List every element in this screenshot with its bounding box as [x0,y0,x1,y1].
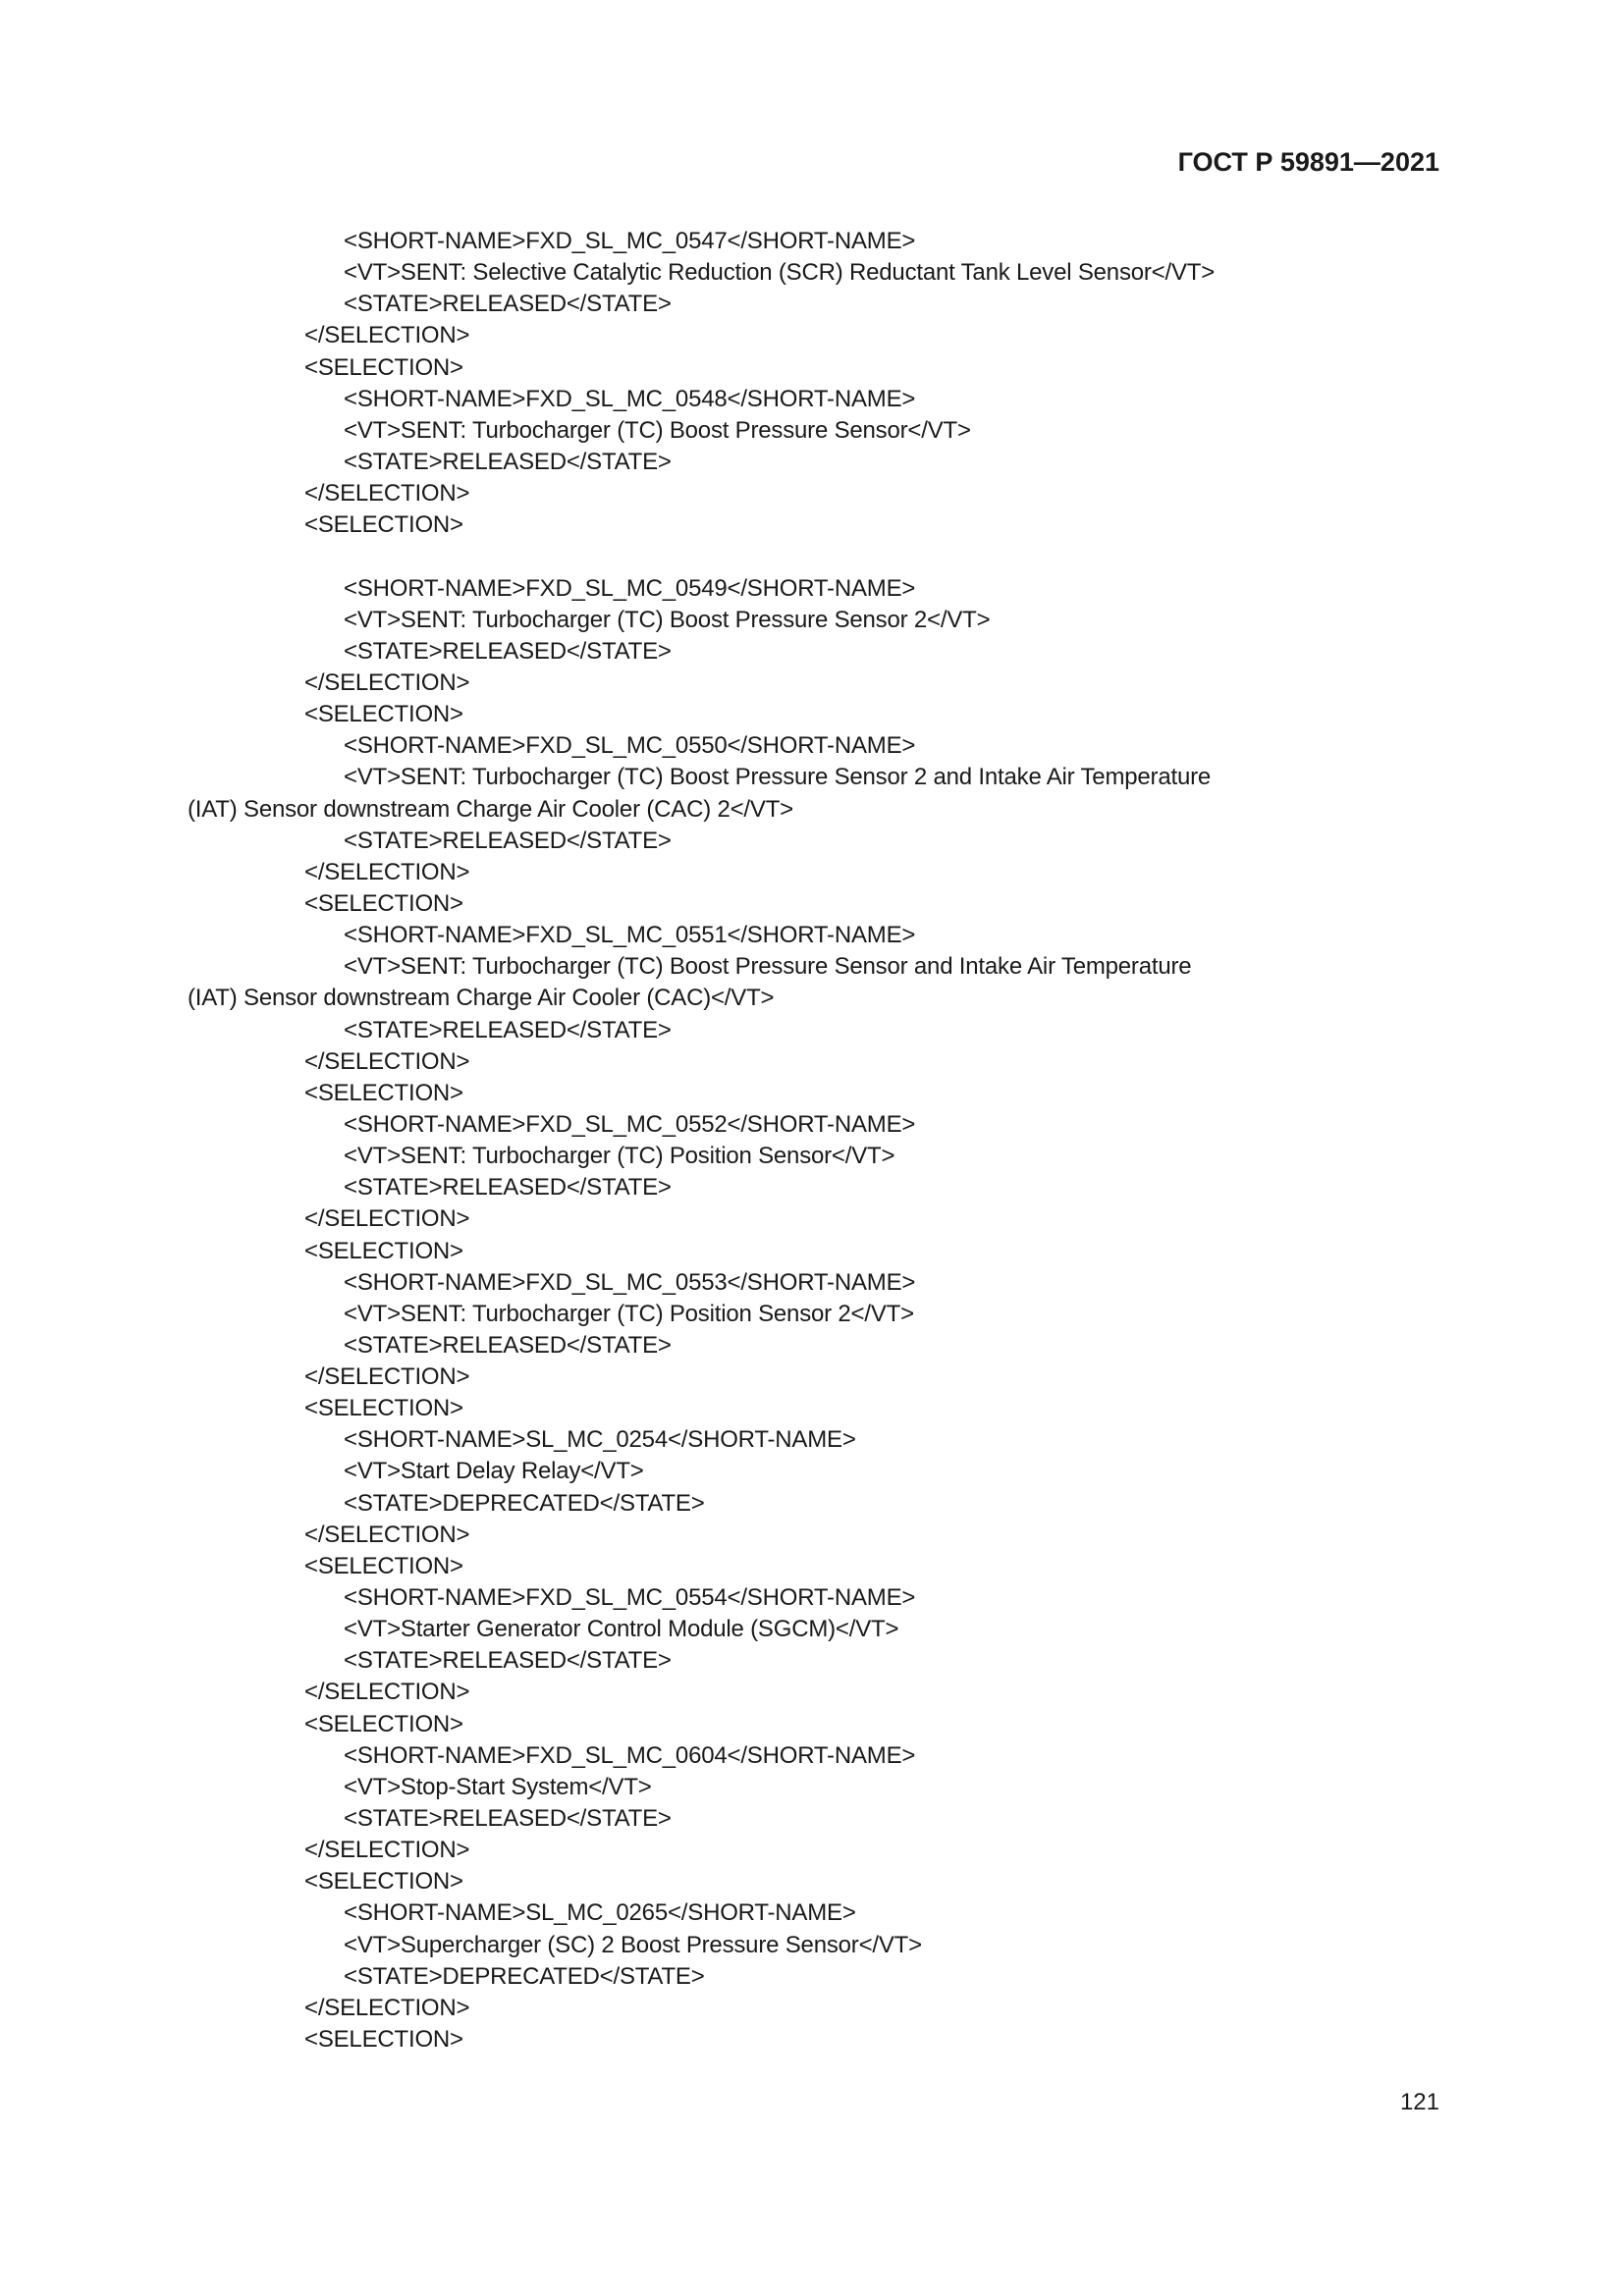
code-line: <STATE>RELEASED</STATE> [344,827,672,854]
code-line: </SELECTION> [304,1363,470,1391]
code-line: <STATE>RELEASED</STATE> [344,637,672,665]
code-line: <SHORT-NAME>FXD_SL_MC_0551</SHORT-NAME> [344,922,916,949]
code-line: </SELECTION> [304,1047,470,1075]
code-line: <SELECTION> [304,1395,463,1422]
code-line: </SELECTION> [304,668,470,696]
code-line: <SHORT-NAME>FXD_SL_MC_0554</SHORT-NAME> [344,1584,916,1612]
code-line: <SELECTION> [304,1237,463,1264]
page-number: 121 [1399,2089,1439,2115]
code-line: <SELECTION> [304,1710,463,1737]
code-line: <SHORT-NAME>FXD_SL_MC_0550</SHORT-NAME> [344,732,916,760]
code-line: <VT>SENT: Selective Catalytic Reduction (SCR) Reductant Tank Level Sensor</VT> [344,259,1216,287]
code-line: </SELECTION> [304,1679,470,1706]
code-line: <SHORT-NAME>SL_MC_0265</SHORT-NAME> [344,1899,856,1927]
code-line: <STATE>RELEASED</STATE> [344,448,672,475]
code-line: </SELECTION> [304,322,470,349]
document-header: ГОСТ Р 59891—2021 [1177,147,1439,177]
code-line: <VT>SENT: Turbocharger (TC) Boost Pressure Sensor and Intake Air Temperature [344,953,1192,981]
code-line [0,541,1624,572]
code-line: <STATE>RELEASED</STATE> [344,291,672,318]
code-line: <SHORT-NAME>FXD_SL_MC_0548</SHORT-NAME> [344,385,916,412]
code-line: <STATE>RELEASED</STATE> [344,1647,672,1675]
code-line: </SELECTION> [304,480,470,507]
code-line: <VT>Starter Generator Control Module (SGCM)</VT> [344,1616,899,1643]
code-line: <VT>SENT: Turbocharger (TC) Position Sensor</VT> [344,1143,895,1170]
code-line: <STATE>RELEASED</STATE> [344,1174,672,1201]
code-line: </SELECTION> [304,858,470,885]
code-line: <SELECTION> [304,1079,463,1106]
code-line: <SHORT-NAME>FXD_SL_MC_0547</SHORT-NAME> [344,228,916,254]
code-line: <STATE>RELEASED</STATE> [344,1331,672,1359]
code-line: <VT>SENT: Turbocharger (TC) Position Sensor 2</VT> [344,1300,914,1327]
code-line: <SELECTION> [304,511,463,539]
code-line: <SELECTION> [304,1868,463,1896]
code-line: <VT>Stop-Start System</VT> [344,1773,652,1800]
code-line: <STATE>DEPRECATED</STATE> [344,1962,705,1990]
code-line: <VT>Supercharger (SC) 2 Boost Pressure Sensor</VT> [344,1931,922,1958]
code-line: <VT>Start Delay Relay</VT> [344,1458,644,1485]
code-line: <VT>SENT: Turbocharger (TC) Boost Pressure Sensor 2 and Intake Air Temperature [344,764,1212,791]
xml-listing [0,226,1624,2056]
code-line: </SELECTION> [304,1837,470,1864]
code-line: <SELECTION> [304,1552,463,1579]
code-line: <SHORT-NAME>FXD_SL_MC_0553</SHORT-NAME> [344,1268,916,1296]
code-line: <SHORT-NAME>FXD_SL_MC_0604</SHORT-NAME> [344,1741,916,1769]
code-line: <STATE>DEPRECATED</STATE> [344,1489,705,1517]
code-line: <SELECTION> [304,889,463,917]
code-line: <STATE>RELEASED</STATE> [344,1805,672,1833]
code-line: <STATE>RELEASED</STATE> [344,1016,672,1043]
code-line: <SELECTION> [304,353,463,381]
code-line: <SHORT-NAME>FXD_SL_MC_0549</SHORT-NAME> [344,574,916,602]
code-line: </SELECTION> [304,1521,470,1548]
code-line: <VT>SENT: Turbocharger (TC) Boost Pressure Sensor 2</VT> [344,606,991,633]
code-line: <SELECTION> [304,2026,463,2054]
code-line: <VT>SENT: Turbocharger (TC) Boost Pressure Sensor</VT> [344,416,971,444]
code-line: <SHORT-NAME>FXD_SL_MC_0552</SHORT-NAME> [344,1110,916,1138]
code-line: <SHORT-NAME>SL_MC_0254</SHORT-NAME> [344,1426,856,1454]
code-line: </SELECTION> [304,1205,470,1233]
code-line: (IAT) Sensor downstream Charge Air Cooler (CAC)</VT> [188,985,775,1012]
code-line: </SELECTION> [304,1994,470,2021]
code-line: <SELECTION> [304,701,463,728]
code-line: (IAT) Sensor downstream Charge Air Cooler (CAC) 2</VT> [188,795,793,823]
